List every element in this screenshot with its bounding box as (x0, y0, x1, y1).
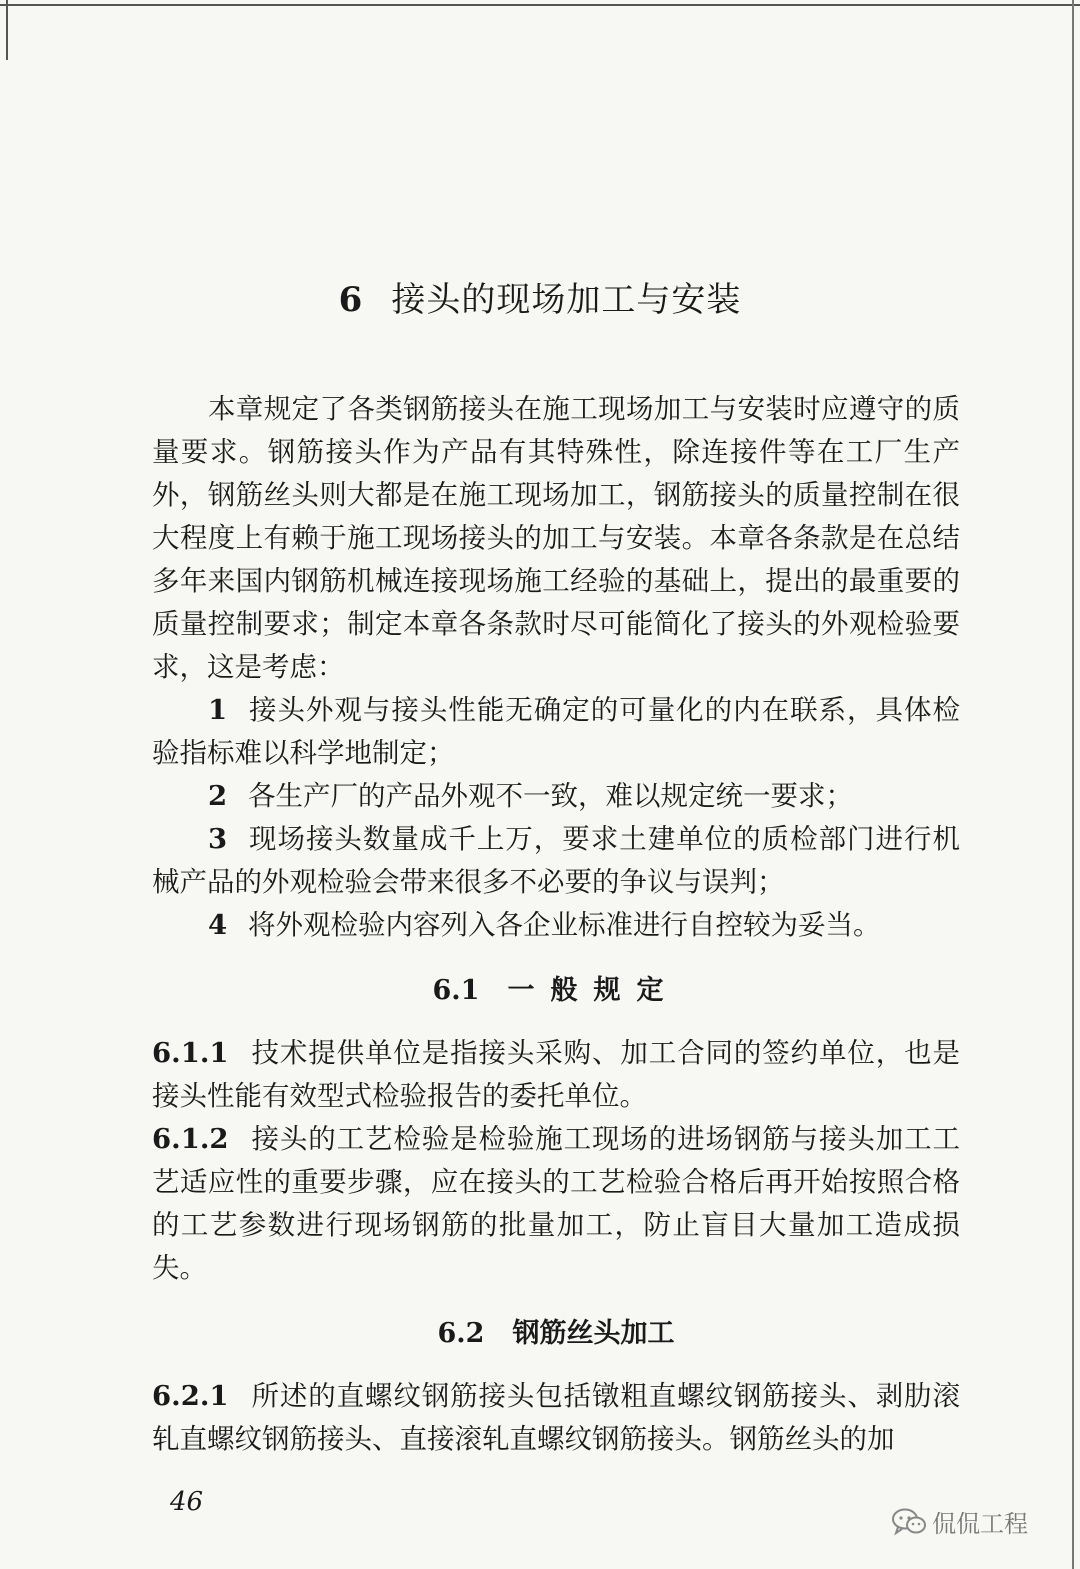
clause-text: 技术提供单位是指接头采购、加工合同的签约单位，也是接头性能有效型式检验报告的委托单位。 (152, 1037, 960, 1112)
clause-text: 所述的直螺纹钢筋接头包括镦粗直螺纹钢筋接头、剥肋滚轧直螺纹钢筋接头、直接滚轧直螺纹钢筋接头。钢筋丝头的加 (152, 1380, 960, 1455)
watermark-text: 侃侃工程 (932, 1510, 1028, 1538)
section-title-text: 一般规定 (507, 975, 680, 1006)
list-item-number: 1 (208, 694, 228, 726)
list-item-number: 3 (208, 823, 228, 855)
page-number: 46 (170, 1487, 204, 1517)
clause-number: 6.2.1 (152, 1380, 229, 1412)
section-heading-6-2 (152, 1312, 960, 1355)
chapter-number: 6 (338, 280, 364, 320)
scan-border-top (0, 4, 1080, 6)
watermark (892, 1504, 1028, 1539)
intro-paragraph: 本章规定了各类钢筋接头在施工现场加工与安装时应遵守的质量要求。钢筋接头作为产品有其特殊性，除连接件等在工厂生产外，钢筋丝头则大都是在施工现场加工，钢筋接头的质量控制在很大程度上有赖于施工现场接头的加工与安装。本章各条款是在总结多年来国内钢筋机械连接现场施工经验的基础上，提出的最重要的质量控制要求；制定本章各条款时尽可能简化了接头的外观检验要求，这是考虑： (152, 393, 960, 683)
wechat-icon (892, 1508, 926, 1536)
clause-number: 6.1.2 (152, 1123, 229, 1155)
list-item-number: 4 (208, 909, 228, 941)
clause-text: 接头的工艺检验是检验施工现场的进场钢筋与接头加工工艺适应性的重要步骤，应在接头的工艺检验合格后再开始按照合格的工艺参数进行现场钢筋的批量加工，防止盲目大量加工造成损失。 (152, 1123, 960, 1284)
chapter-title (0, 270, 1080, 330)
list-item-text: 现场接头数量成千上万，要求土建单位的质检部门进行机械产品的外观检验会带来很多不必要的争议与误判； (152, 823, 960, 898)
list-item-text: 各生产厂的产品外观不一致，难以规定统一要求； (248, 780, 853, 812)
section-heading-6-1 (152, 969, 960, 1012)
chapter-title-text: 接头的现场加工与安装 (391, 280, 742, 320)
page-content (152, 388, 960, 1461)
list-item-text: 将外观检验内容列入各企业标准进行自控较为妥当。 (248, 909, 881, 941)
section-number: 6.1 (432, 975, 480, 1006)
list-item (152, 818, 960, 904)
list-item (152, 775, 960, 818)
section-number: 6.2 (437, 1318, 485, 1349)
clause-paragraph (152, 1375, 960, 1461)
clause-paragraph (152, 1032, 960, 1118)
clause-paragraph (152, 1118, 960, 1290)
scan-border-left (6, 0, 8, 60)
scan-border-right (1072, 0, 1074, 1569)
section-title-text: 钢筋丝头加工 (512, 1318, 675, 1349)
list-item (152, 689, 960, 775)
list-item-text: 接头外观与接头性能无确定的可量化的内在联系，具体检验指标难以科学地制定； (152, 694, 960, 769)
list-item-number: 2 (208, 780, 228, 812)
clause-number: 6.1.1 (152, 1037, 229, 1069)
list-item (152, 904, 960, 947)
